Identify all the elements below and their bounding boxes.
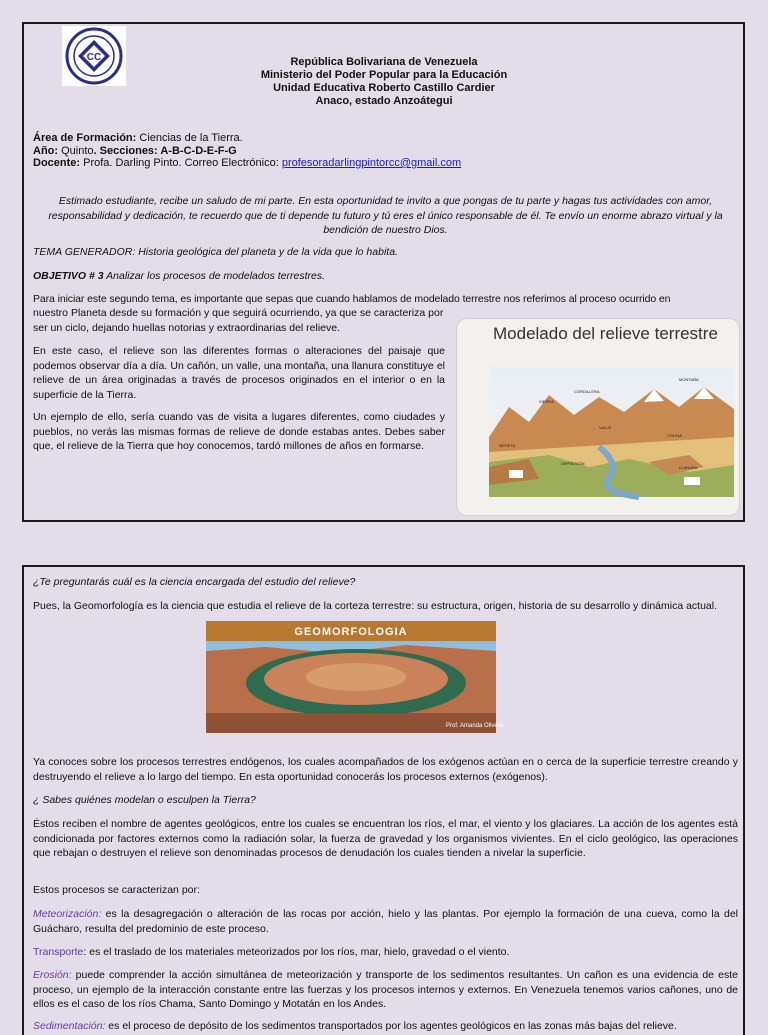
label-depresion: DEPRESIÓN — [561, 461, 585, 466]
erosion-paragraph — [33, 968, 738, 1012]
intro-paragraph: nuestro Planeta desde su formación y que seguirá ocurriendo, ya que se caracteriza por ser un ciclo, dejando huellas notorias y extraordinarias del relieve. — [33, 307, 444, 334]
label-valle: VALLE — [599, 425, 612, 430]
secciones-label: . Secciones: — [93, 144, 158, 157]
header-line-2: Ministerio del Poder Popular para la Educación — [260, 69, 508, 81]
docente-value: Profa. Darling Pinto. Correo Electrónico: — [80, 157, 282, 169]
transporte-label: Transporte — [33, 946, 84, 958]
tema-generador: TEMA GENERADOR: Historia geológica del planeta y de la vida que lo habita. — [33, 246, 398, 258]
anio-value: Quinto — [58, 144, 94, 157]
area-label: Área de Formación: — [33, 132, 137, 144]
agentes-paragraph: Éstos reciben el nombre de agentes geológicos, entre los cuales se encuentran los ríos, el mar, el viento y los glaciares. La acción de los agentes está condicionada por factores externos como la radiación solar, la fuerza de gravedad y los organismos vivientes. En el ciclo geológico, las operaciones que rebajan o destruyen el relieve son denominadas procesos de denudación los cuales tienden a nivelar la superficie. — [33, 818, 738, 859]
label-sierra: SIERRA — [539, 399, 554, 404]
erosion-label: Erosión: — [33, 969, 72, 981]
email-link[interactable]: profesoradarlingpintorcc@gmail.com — [281, 157, 462, 169]
relieve-paragraph: En este caso, el relieve son las diferentes formas o alteraciones del paisaje que podemos observar día a día. Un cañón, un valle, una montaña, una llanura constituye el relieve de un área originadas a través de procesos originados en el interior o en la superficie de la Tierra. — [33, 345, 445, 401]
relieve-figure-title: Modelado del relieve terrestre — [493, 324, 718, 343]
course-info — [33, 132, 461, 170]
page-2 — [22, 565, 745, 1035]
intro-first-line: Para iniciar este segundo tema, es importante que sepas que cuando hablamos de modelado terrestre nos referimos al proceso ocurrido en — [33, 293, 671, 305]
meteorizacion-paragraph — [33, 907, 738, 936]
header-line-3: Unidad Educativa Roberto Castillo Cardier — [273, 82, 495, 94]
school-logo — [62, 26, 126, 86]
svg-text:CC: CC — [86, 52, 102, 63]
sedimentacion-label: Sedimentación: — [33, 1020, 106, 1032]
header-line-4: Anaco, estado Anzoátegui — [315, 95, 453, 107]
label-montana: MONTAÑA — [679, 377, 699, 382]
label-meseta: MESETA — [499, 443, 516, 448]
header-line-1: República Bolivariana de Venezuela — [290, 56, 478, 68]
geomorfologia-image — [206, 621, 504, 733]
relieve-landscape-illustration — [489, 367, 734, 497]
transporte-text: : es el traslado de los materiales meteorizados por los ríos, mar, hielo, gravedad o el viento. — [83, 946, 510, 958]
transporte-paragraph — [33, 945, 738, 960]
label-llanura: LLANURA — [679, 465, 698, 470]
geomorfologia-credit: Prof. Amanda Olivera — [446, 723, 504, 729]
objetivo — [33, 269, 738, 284]
caracterizan-text: Estos procesos se caracterizan por: — [33, 884, 200, 896]
label-colina: COLINA — [667, 433, 682, 438]
school-header — [144, 56, 624, 108]
meteorizacion-label: Meteorización: — [33, 908, 102, 920]
meteorizacion-text: es la desagregación o alteración de las rocas por acción, hielo y las plantas. Por ejemplo la formación de una cueva, como la del Guácharo, resulta del predominio de este proceso. — [33, 908, 738, 935]
page-1 — [22, 22, 745, 522]
erosion-text: puede comprender la acción simultánea de meteorización y transporte de los sedimentos resultantes. Un cañon es una evidencia de este proceso, un ejemplo de la interacción constante entre las fuerzas y los procesos internos y externos. En Venezuela tenemos varios cañones, uno de ellos es el caso de los ríos Chama, Santo Domingo y Motatán en los Andes. — [33, 969, 738, 1010]
label-cordillera: CORDILLERA — [574, 389, 600, 394]
question-modelan: ¿ Sabes quiénes modelan o esculpen la Tierra? — [33, 794, 256, 806]
question-ciencia: ¿Te preguntarás cuál es la ciencia encargada del estudio del relieve? — [33, 576, 356, 588]
docente-label: Docente: — [33, 157, 81, 169]
relieve-figure — [457, 319, 739, 515]
anio-label: Año: — [33, 144, 59, 157]
objetivo-text: Analizar los procesos de modelados terrestres. — [103, 270, 325, 282]
secciones-value: A-B-C-D-E-F-G — [157, 144, 237, 157]
area-value: Ciencias de la Tierra. — [136, 132, 243, 144]
sedimentacion-paragraph — [33, 1019, 738, 1034]
ejemplo-paragraph: Un ejemplo de ello, sería cuando vas de visita a lugares diferentes, como ciudades y pueblos, no verás las mismas formas de relieve de donde estabas antes. Debes saber que, el relieve de la Tierra que hoy conocemos, tardó millones de años en formarse. — [33, 411, 445, 452]
sedimentacion-text: es el proceso de depósito de los sedimentos transportados por los agentes geológicos en las zonas más bajas del relieve. — [105, 1020, 677, 1032]
greeting-paragraph: Estimado estudiante, recibe un saludo de mi parte. En esta oportunidad te invito a que pongas de tu parte y hagas tus actividades con amor, responsabilidad y dedicación, te recuerdo que de ti depende tu futuro y tú eres el único responsable de él. Te envío un enorme abrazo virtual y la bendición de nuestro Dios. — [48, 195, 723, 236]
geomorfologia-banner: GEOMORFOLOGIA — [294, 626, 408, 638]
objetivo-label: OBJETIVO # 3 — [33, 270, 104, 282]
geomorfologia-definition: Pues, la Geomorfología es la ciencia que estudia el relieve de la corteza terrestre: su estructura, origen, historia de su desarrollo y dinámica actual. — [33, 600, 718, 612]
endogenos-paragraph: Ya conoces sobre los procesos terrestres endógenos, los cuales acompañados de los exógenos actúan en o cerca de la superficie terrestre creando y destruyendo el relieve a lo largo del tiempo. En esta oportunidad conocerás los procesos externos (exógenos). — [33, 756, 738, 783]
